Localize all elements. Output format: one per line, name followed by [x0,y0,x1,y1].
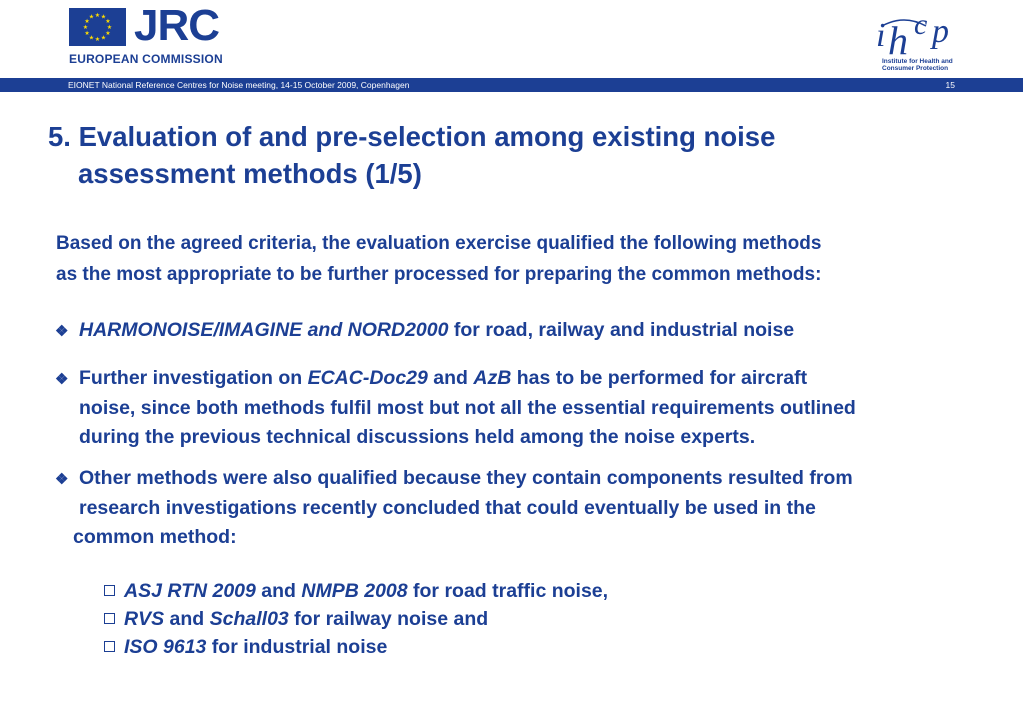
svg-text:p: p [932,13,949,50]
eu-star: ★ [106,25,113,31]
eu-star: ★ [84,19,90,25]
eu-star: ★ [105,19,111,25]
sub1-c: NMPB 2008 [301,580,408,602]
svg-text:i: i [876,17,886,54]
eu-star: ★ [88,35,95,42]
intro-paragraph [56,228,1016,290]
bullet1-text: for road, railway and industrial noise [448,319,795,341]
page-number: 15 [945,80,955,90]
eu-star: ★ [105,31,111,37]
square-bullet-icon [104,613,115,624]
title-line-2: assessment methods (1/5) [78,158,422,189]
bullet-aircraft [55,364,1023,452]
sub1-b: and [255,580,302,602]
svg-text:c: c [914,8,928,41]
sub2-b: and [164,608,210,630]
bullet3-line-2: research investigations recently concluded that could eventually be used in the [79,497,816,519]
ihcp-subtitle: Institute for Health and Consumer Protection [882,58,953,72]
eu-star: ★ [84,31,90,37]
sub1-d: for road traffic noise, [407,580,609,602]
sub2-a: RVS [124,608,165,630]
meeting-text: EIONET National Reference Centres for Noise meeting, 14-15 October 2009, Copenhagen [68,80,410,90]
sub1-a: ASJ RTN 2009 [124,580,256,602]
eu-star: ★ [94,13,101,19]
sub2-c: Schall03 [209,608,289,630]
slide-header [0,0,1023,78]
bullet2-line-2: noise, since both methods fulfil most but not all the essential requirements outlined [79,397,856,419]
intro-line-2: as the most appropriate to be further processed for preparing the common methods: [56,264,822,285]
eu-star: ★ [100,14,107,21]
bullet2-a: Further investigation on [79,367,308,389]
sub3-b: for industrial noise [206,636,388,658]
bullet3-line-1: Other methods were also qualified because they contain components resulted from [79,467,853,489]
diamond-bullet-icon: ❖ [55,471,69,488]
eu-star: ★ [94,37,101,43]
square-bullet-icon [104,585,115,596]
bullet2-b: ECAC-Doc29 [307,367,428,389]
bullet2-e: has to be performed for aircraft [511,367,808,389]
eu-star: ★ [88,14,95,21]
sub3-a: ISO 9613 [124,636,207,658]
title-line-1: 5. Evaluation of and pre-selection among existing noise [48,121,776,152]
bullet3-line-3: common method: [73,526,237,548]
bullet2-line-3: during the previous technical discussions held among the noise experts. [79,426,756,448]
sub-bullet-road [104,577,804,605]
eu-flag-icon [69,8,126,46]
diamond-bullet-icon: ❖ [55,323,69,340]
bullet2-c: and [427,367,474,389]
meeting-bar [0,78,1023,92]
bullet2-d: AzB [473,367,512,389]
svg-text:h: h [888,18,908,63]
diamond-bullet-icon: ❖ [55,371,69,388]
european-commission-text: EUROPEAN COMMISSION [69,52,223,66]
intro-line-1: Based on the agreed criteria, the evaluation exercise qualified the following methods [56,233,822,254]
eu-star: ★ [82,25,89,31]
bullet-harmonoise [55,316,1023,346]
jrc-logo-text: JRC [134,1,220,50]
sub-bullet-railway [104,605,804,633]
sub-bullet-industrial [104,633,804,661]
eu-star: ★ [100,35,107,42]
slide-title [48,118,988,192]
bullet1-methods: HARMONOISE/IMAGINE and NORD2000 [79,319,449,341]
square-bullet-icon [104,641,115,652]
sub2-d: for railway noise and [288,608,489,630]
bullet-other-methods [55,464,1023,552]
